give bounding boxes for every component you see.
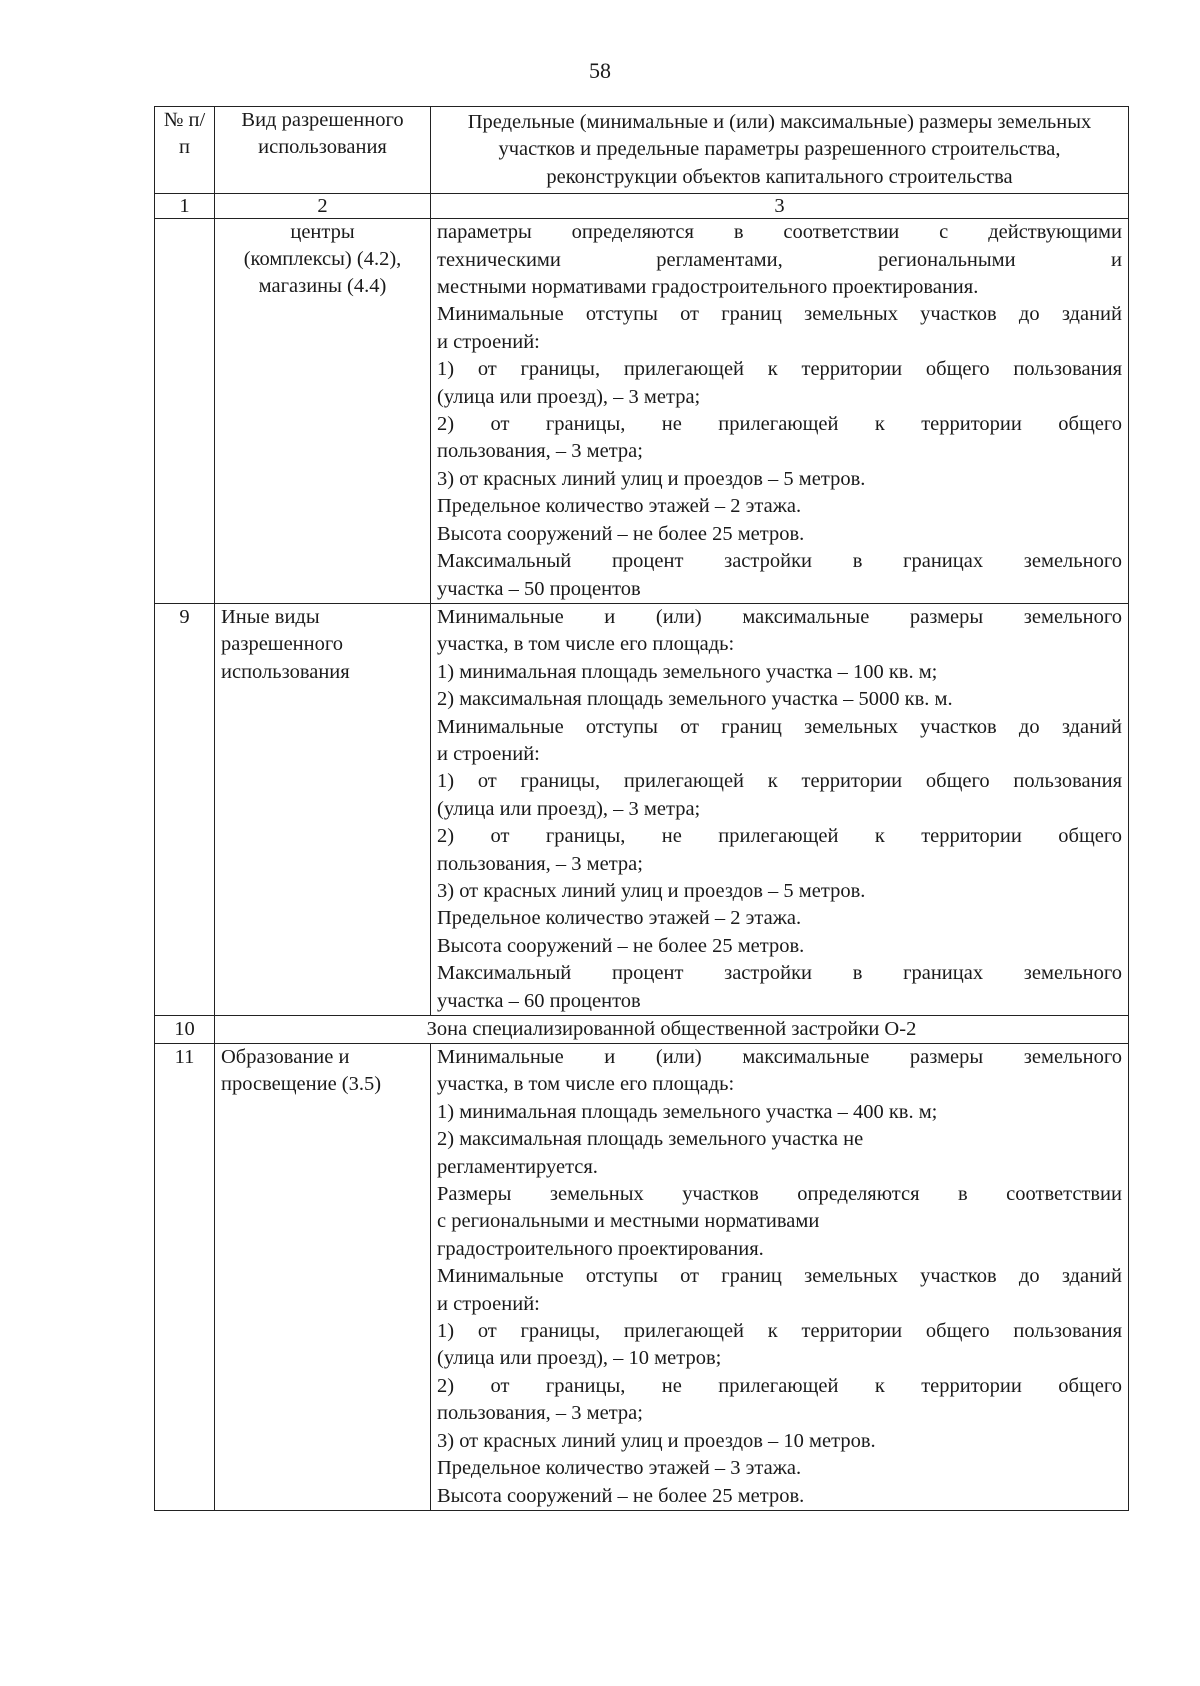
- use-type-line: Образование и: [221, 1046, 350, 1068]
- parameter-line: Предельное количество этажей – 2 этажа.: [437, 907, 802, 930]
- parameter-line: 1) от границы, прилегающей к территории общего пользования: [437, 1320, 1122, 1343]
- parameter-line: 1) от границы, прилегающей к территории общего пользования: [437, 770, 1122, 793]
- use-type-cell: [215, 219, 431, 604]
- parameter-line: параметры определяются в соответствии с действующими: [437, 221, 1122, 244]
- parameter-line: 3) от красных линий улиц и проездов – 5 метров.: [437, 467, 866, 490]
- table-header-row: [155, 107, 1129, 194]
- row-number: 11: [155, 1044, 215, 1511]
- parameters-cell: [431, 1044, 1129, 1511]
- parameters-cell: [431, 219, 1129, 604]
- parameter-line: Минимальные и (или) максимальные размеры земельного: [437, 1046, 1122, 1068]
- parameter-line: пользования, – 3 метра;: [437, 1402, 643, 1425]
- parameter-line: Максимальный процент застройки в границах земельного: [437, 550, 1122, 573]
- parameter-line: участка – 50 процентов: [437, 577, 641, 600]
- use-type-line: просвещение (3.5): [221, 1073, 382, 1096]
- parameters-cell: [431, 603, 1129, 1015]
- column-number-1: 1: [155, 194, 215, 219]
- parameter-line: (улица или проезд), – 3 метра;: [437, 385, 701, 408]
- parameter-line: 1) минимальная площадь земельного участка – 400 кв. м;: [437, 1100, 938, 1123]
- parameter-line: пользования, – 3 метра;: [437, 852, 643, 875]
- row-number: 10: [155, 1016, 215, 1044]
- zone-title: Зона специализированной общественной застройки О-2: [215, 1016, 1129, 1044]
- parameter-line: техническими регламентами, региональными и: [437, 248, 1122, 271]
- header-number: № п/п: [155, 107, 215, 194]
- parameter-line: 1) от границы, прилегающей к территории общего пользования: [437, 358, 1122, 381]
- table-row: [155, 219, 1129, 604]
- parameter-line: Минимальные отступы от границ земельных участков до зданий: [437, 1265, 1122, 1288]
- parameter-line: участка, в том числе его площадь:: [437, 633, 735, 656]
- parameter-line: и строений:: [437, 742, 540, 765]
- parameter-line: 2) от границы, не прилегающей к территории общего: [437, 413, 1122, 436]
- parameter-line: местными нормативами градостроительного проектирования.: [437, 276, 979, 299]
- parameter-line: 2) от границы, не прилегающей к территории общего: [437, 1374, 1122, 1397]
- parameter-line: и строений:: [437, 330, 540, 353]
- parameter-line: (улица или проезд), – 3 метра;: [437, 797, 701, 820]
- page-number: 58: [589, 58, 611, 83]
- column-number-3: 3: [431, 194, 1129, 219]
- parameter-line: 3) от красных линий улиц и проездов – 5 метров.: [437, 879, 866, 902]
- zone-row: [155, 1016, 1129, 1044]
- parameter-line: Предельное количество этажей – 2 этажа.: [437, 495, 802, 518]
- parameter-line: Предельное количество этажей – 3 этажа.: [437, 1457, 802, 1480]
- parameter-line: и строений:: [437, 1292, 540, 1315]
- parameters-table: [154, 106, 1129, 1511]
- parameter-line: Минимальные и (или) максимальные размеры земельного: [437, 605, 1122, 628]
- parameter-line: Высота сооружений – не более 25 метров.: [437, 934, 805, 957]
- header-use-type: Вид разрешенного использования: [215, 107, 431, 194]
- use-type-line: использования: [221, 660, 350, 683]
- use-type-line: разрешенного: [221, 633, 344, 656]
- parameter-line: 2) максимальная площадь земельного участка не: [437, 1128, 864, 1151]
- parameter-line: Минимальные отступы от границ земельных участков до зданий: [437, 303, 1122, 326]
- parameter-line: с региональными и местными нормативами: [437, 1210, 820, 1233]
- parameter-line: Размеры земельных участков определяются в соответствии: [437, 1183, 1122, 1206]
- parameter-line: Минимальные отступы от границ земельных участков до зданий: [437, 715, 1122, 738]
- table-row: [155, 1044, 1129, 1511]
- parameter-line: 2) от границы, не прилегающей к территории общего: [437, 825, 1122, 848]
- parameter-line: 2) максимальная площадь земельного участка – 5000 кв. м.: [437, 688, 953, 711]
- use-type-line: центры: [290, 221, 355, 244]
- column-numbers-row: [155, 194, 1129, 219]
- use-type-line: магазины (4.4): [258, 275, 387, 298]
- row-number: 9: [155, 603, 215, 1015]
- parameter-line: 3) от красных линий улиц и проездов – 10 метров.: [437, 1429, 876, 1452]
- parameter-line: 1) минимальная площадь земельного участка – 100 кв. м;: [437, 660, 938, 683]
- parameter-line: градостроительного проектирования.: [437, 1237, 764, 1260]
- parameter-line: Высота сооружений – не более 25 метров.: [437, 522, 805, 545]
- use-type-line: (комплексы) (4.2),: [243, 248, 402, 271]
- parameter-line: регламентируется.: [437, 1155, 598, 1178]
- parameter-line: участка, в том числе его площадь:: [437, 1073, 735, 1096]
- header-parameters: Предельные (минимальные и (или) максимальные) размеры земельных участков и предельные параметры разрешенного строительства, реконструкции объектов капитального строительства: [431, 107, 1129, 194]
- table-row: [155, 603, 1129, 1015]
- parameter-line: Максимальный процент застройки в границах земельного: [437, 962, 1122, 985]
- parameter-line: (улица или проезд), – 10 метров;: [437, 1347, 722, 1370]
- column-number-2: 2: [215, 194, 431, 219]
- parameter-line: Высота сооружений – не более 25 метров.: [437, 1484, 805, 1507]
- use-type-cell: [215, 603, 431, 1015]
- use-type-cell: [215, 1044, 431, 1511]
- parameter-line: пользования, – 3 метра;: [437, 440, 643, 463]
- parameter-line: участка – 60 процентов: [437, 989, 641, 1012]
- row-number: [155, 219, 215, 604]
- use-type-line: Иные виды: [221, 605, 320, 628]
